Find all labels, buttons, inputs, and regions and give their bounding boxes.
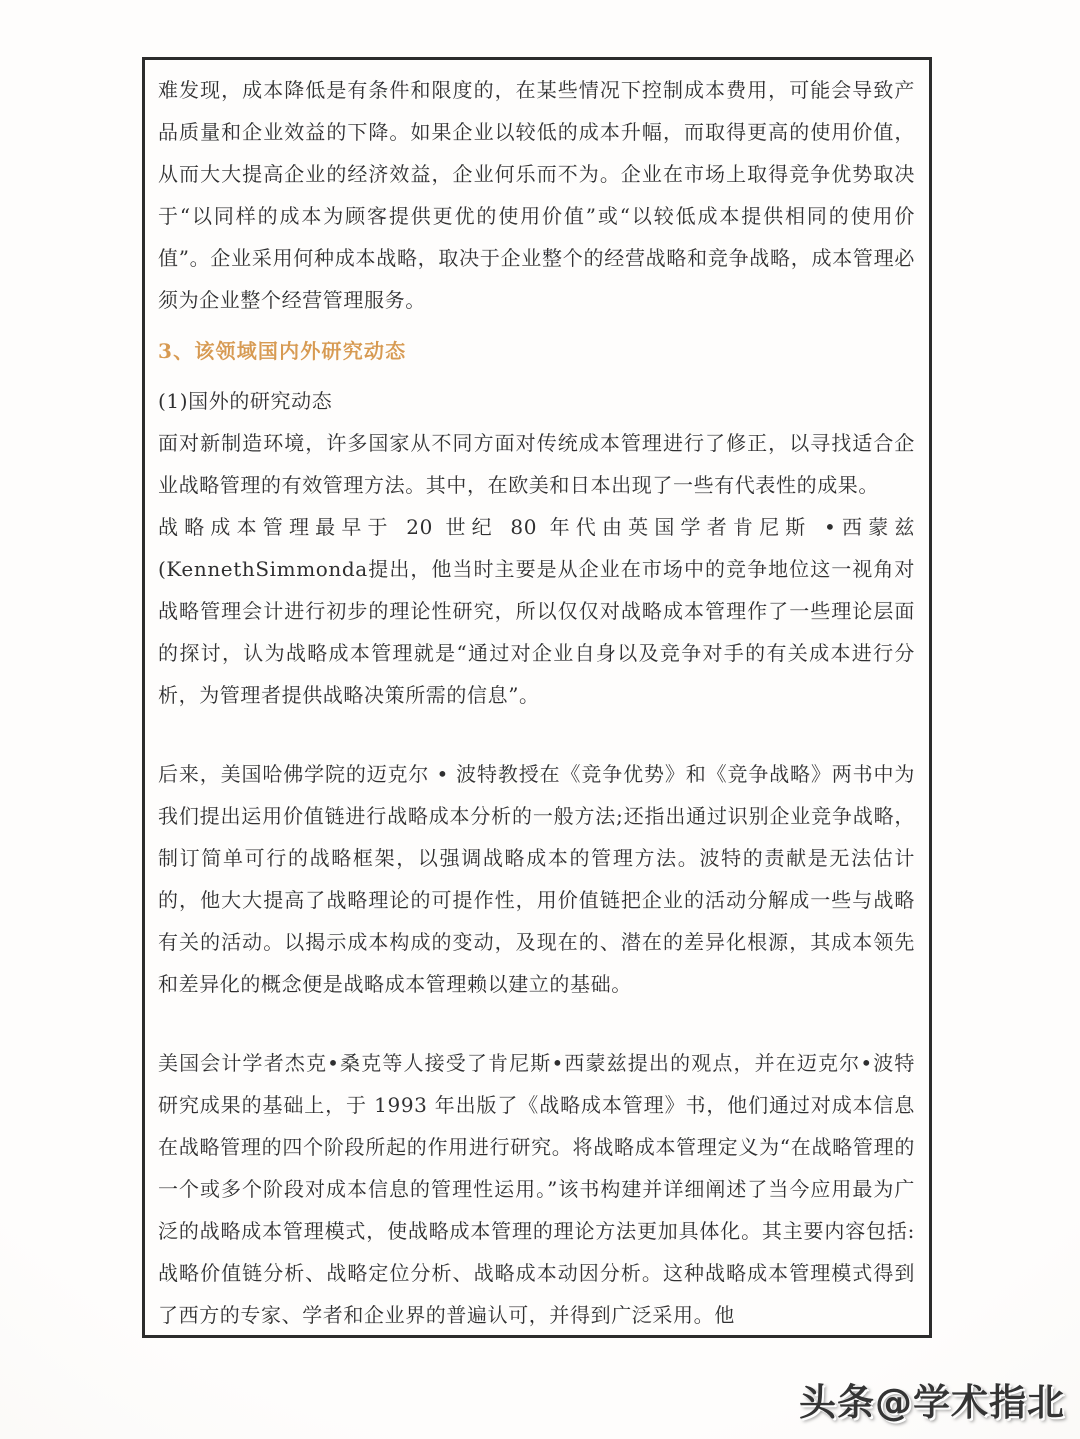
intro-paragraph: 难发现，成本降低是有条件和限度的，在某些情况下控制成本费用，可能会导致产品质量和企业效益的下降。如果企业以较低的成本升幅，而取得更高的使用价值，从而大大提高企业的经济效益，企业何乐而不为。企业在市场上取得竞争优势取决于“以同样的成本为顾客提供更优的使用价值”或“以较低成本提供相同的使用价值”。企业采用何种成本战略，取决于企业整个的经营战略和竞争战略，成本管理必须为企业整个经营管理服务。	[158, 78, 915, 312]
document-text-frame	[142, 57, 932, 1338]
subsection-heading: (1)国外的研究动态	[158, 389, 333, 413]
section-heading: 3、该领域国内外研究动态	[158, 339, 407, 363]
porter-paragraph: 后来，美国哈佛学院的迈克尔 • 波特教授在《竞争优势》和《竞争战略》两书中为我们提出运用价值链进行战略成本分析的一般方法;还指出通过识别企业竞争战略，制订简单可行的战略框架，以强调战略成本的管理方法。波特的责献是无法估计的，他大大提高了战略理论的可提作性，用价值链把企业的活动分解成一些与战略有关的活动。以揭示成本构成的变动，及现在的、潜在的差异化根源，其成本领先和差异化的概念便是战略成本管理赖以建立的基础。	[158, 762, 915, 996]
simmonds-paragraph: 战略成本管理最早于 20 世纪 80 年代由英国学者肯尼斯 •西蒙兹(KennethSimmonda提出，他当时主要是从企业在市场中的竞争地位这一视角对战略管理会计进行初步的理论性研究，所以仅仅对战略成本管理作了一些理论层面的探讨，认为战略成本管理就是“通过对企业自身以及竞争对手的有关成本进行分析，为管理者提供战略决策所需的信息”。	[158, 515, 915, 707]
overview-paragraph: 面对新制造环境，许多国家从不同方面对传统成本管理进行了修正，以寻找适合企业战略管理的有效管理方法。其中，在欧美和日本出现了一些有代表性的成果。	[158, 431, 915, 497]
watermark-text: 头条@学术指北	[799, 1381, 1065, 1424]
shank-paragraph: 美国会计学者杰克•桑克等人接受了肯尼斯•西蒙兹提出的观点，并在迈克尔•波特研究成果的基础上，于 1993 年出版了《战略成本管理》书，他们通过对成本信息在战略管理的四个阶段所起的作用进行研究。将战略成本管理定义为“在战略管理的一个或多个阶段对成本信息的管理性运用。”该书构建并详细阐述了当今应用最为广泛的战略成本管理模式，使战略成本管理的理论方法更加具体化。其主要内容包括:战略价值链分析、战略定位分析、战略成本动因分析。这种战略成本管理模式得到了西方的专家、学者和企业界的普遍认可，并得到广泛采用。他	[158, 1051, 915, 1327]
